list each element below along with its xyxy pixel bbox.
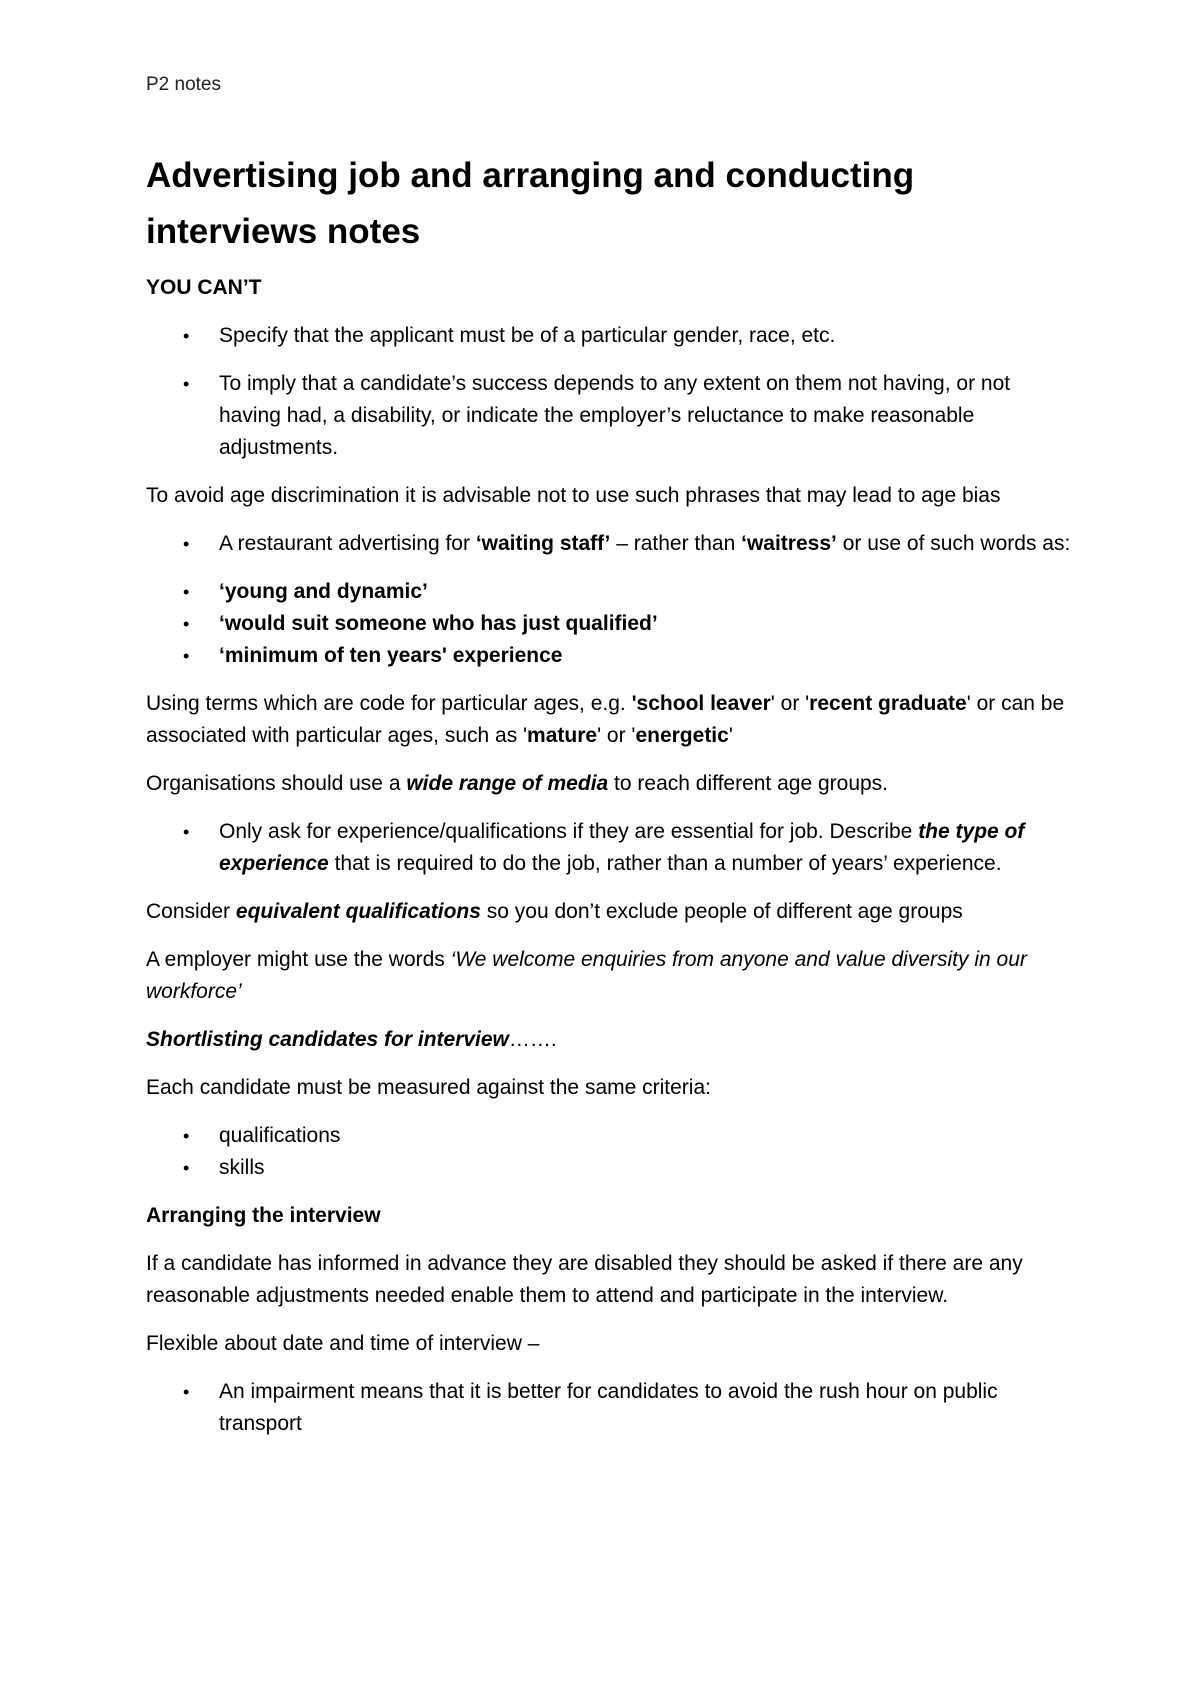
bullet-icon: •: [183, 614, 190, 634]
disabled-candidate-paragraph: If a candidate has informed in advance they are disabled they should be asked if there are any reasonable adjustments needed enable them to attend and participate in the interview.: [146, 1252, 1023, 1307]
shortlisting-heading: Shortlisting candidates for interview…….: [146, 1028, 557, 1051]
bullet-icon: •: [183, 326, 190, 346]
equivalent-qualifications-paragraph: Consider equivalent qualifications so you don’t exclude people of different age groups: [146, 900, 963, 923]
bullet-icon: •: [183, 374, 190, 394]
phrases-list: [146, 576, 1076, 672]
welcome-paragraph: A employer might use the words ‘We welcome enquiries from anyone and value diversity in our workforce’: [146, 948, 1027, 1003]
list-item: • Specify that the applicant must be of a particular gender, race, etc.: [146, 320, 1076, 352]
list-item: • ‘would suit someone who has just qualified’: [146, 608, 1076, 640]
media-paragraph: Organisations should use a wide range of media to reach different age groups.: [146, 772, 889, 795]
bullet-icon: •: [183, 646, 190, 666]
document-body: [146, 148, 1076, 1456]
restaurant-list: [146, 528, 1076, 560]
list-item: • ‘minimum of ten years' experience: [146, 640, 1076, 672]
list-item: • skills: [146, 1152, 1076, 1184]
arranging-heading: Arranging the interview: [146, 1204, 381, 1227]
age-codes-paragraph: Using terms which are code for particular ages, e.g. 'school leaver' or 'recent graduate' or can be associated with particular ages, such as 'mature' or 'energetic': [146, 692, 1065, 747]
list-item: • Only ask for experience/qualifications if they are essential for job. Describe the type of experience that is required to do the job, rather than a number of years’ experience.: [146, 816, 1076, 880]
list-item: • An impairment means that it is better for candidates to avoid the rush hour on public transport: [146, 1376, 1076, 1440]
bullet-icon: •: [183, 822, 190, 842]
criteria-intro: Each candidate must be measured against the same criteria:: [146, 1076, 711, 1099]
list-item: • A restaurant advertising for ‘waiting staff’ – rather than ‘waitress’ or use of such words as:: [146, 528, 1076, 560]
list-item: • To imply that a candidate’s success depends to any extent on them not having, or not having had, a disability, or indicate the employer’s reluctance to make reasonable adjustments.: [146, 368, 1076, 464]
bullet-icon: •: [183, 534, 190, 554]
document-title: Advertising job and arranging and conducting interviews notes: [146, 156, 915, 251]
criteria-list: [146, 1120, 1076, 1184]
list-item: • qualifications: [146, 1120, 1076, 1152]
bullet-icon: •: [183, 1126, 190, 1146]
list-item: • ‘young and dynamic’: [146, 576, 1076, 608]
impairment-list: [146, 1376, 1076, 1440]
bullet-icon: •: [183, 1382, 190, 1402]
flexible-paragraph: Flexible about date and time of interview –: [146, 1332, 540, 1355]
age-intro-paragraph: To avoid age discrimination it is advisable not to use such phrases that may lead to age bias: [146, 484, 1001, 507]
you-cant-heading: YOU CAN’T: [146, 276, 262, 299]
experience-list: [146, 816, 1076, 880]
bullet-icon: •: [183, 1158, 190, 1178]
you-cant-list: [146, 320, 1076, 464]
page-header: P2 notes: [146, 74, 221, 95]
bullet-icon: •: [183, 582, 190, 602]
